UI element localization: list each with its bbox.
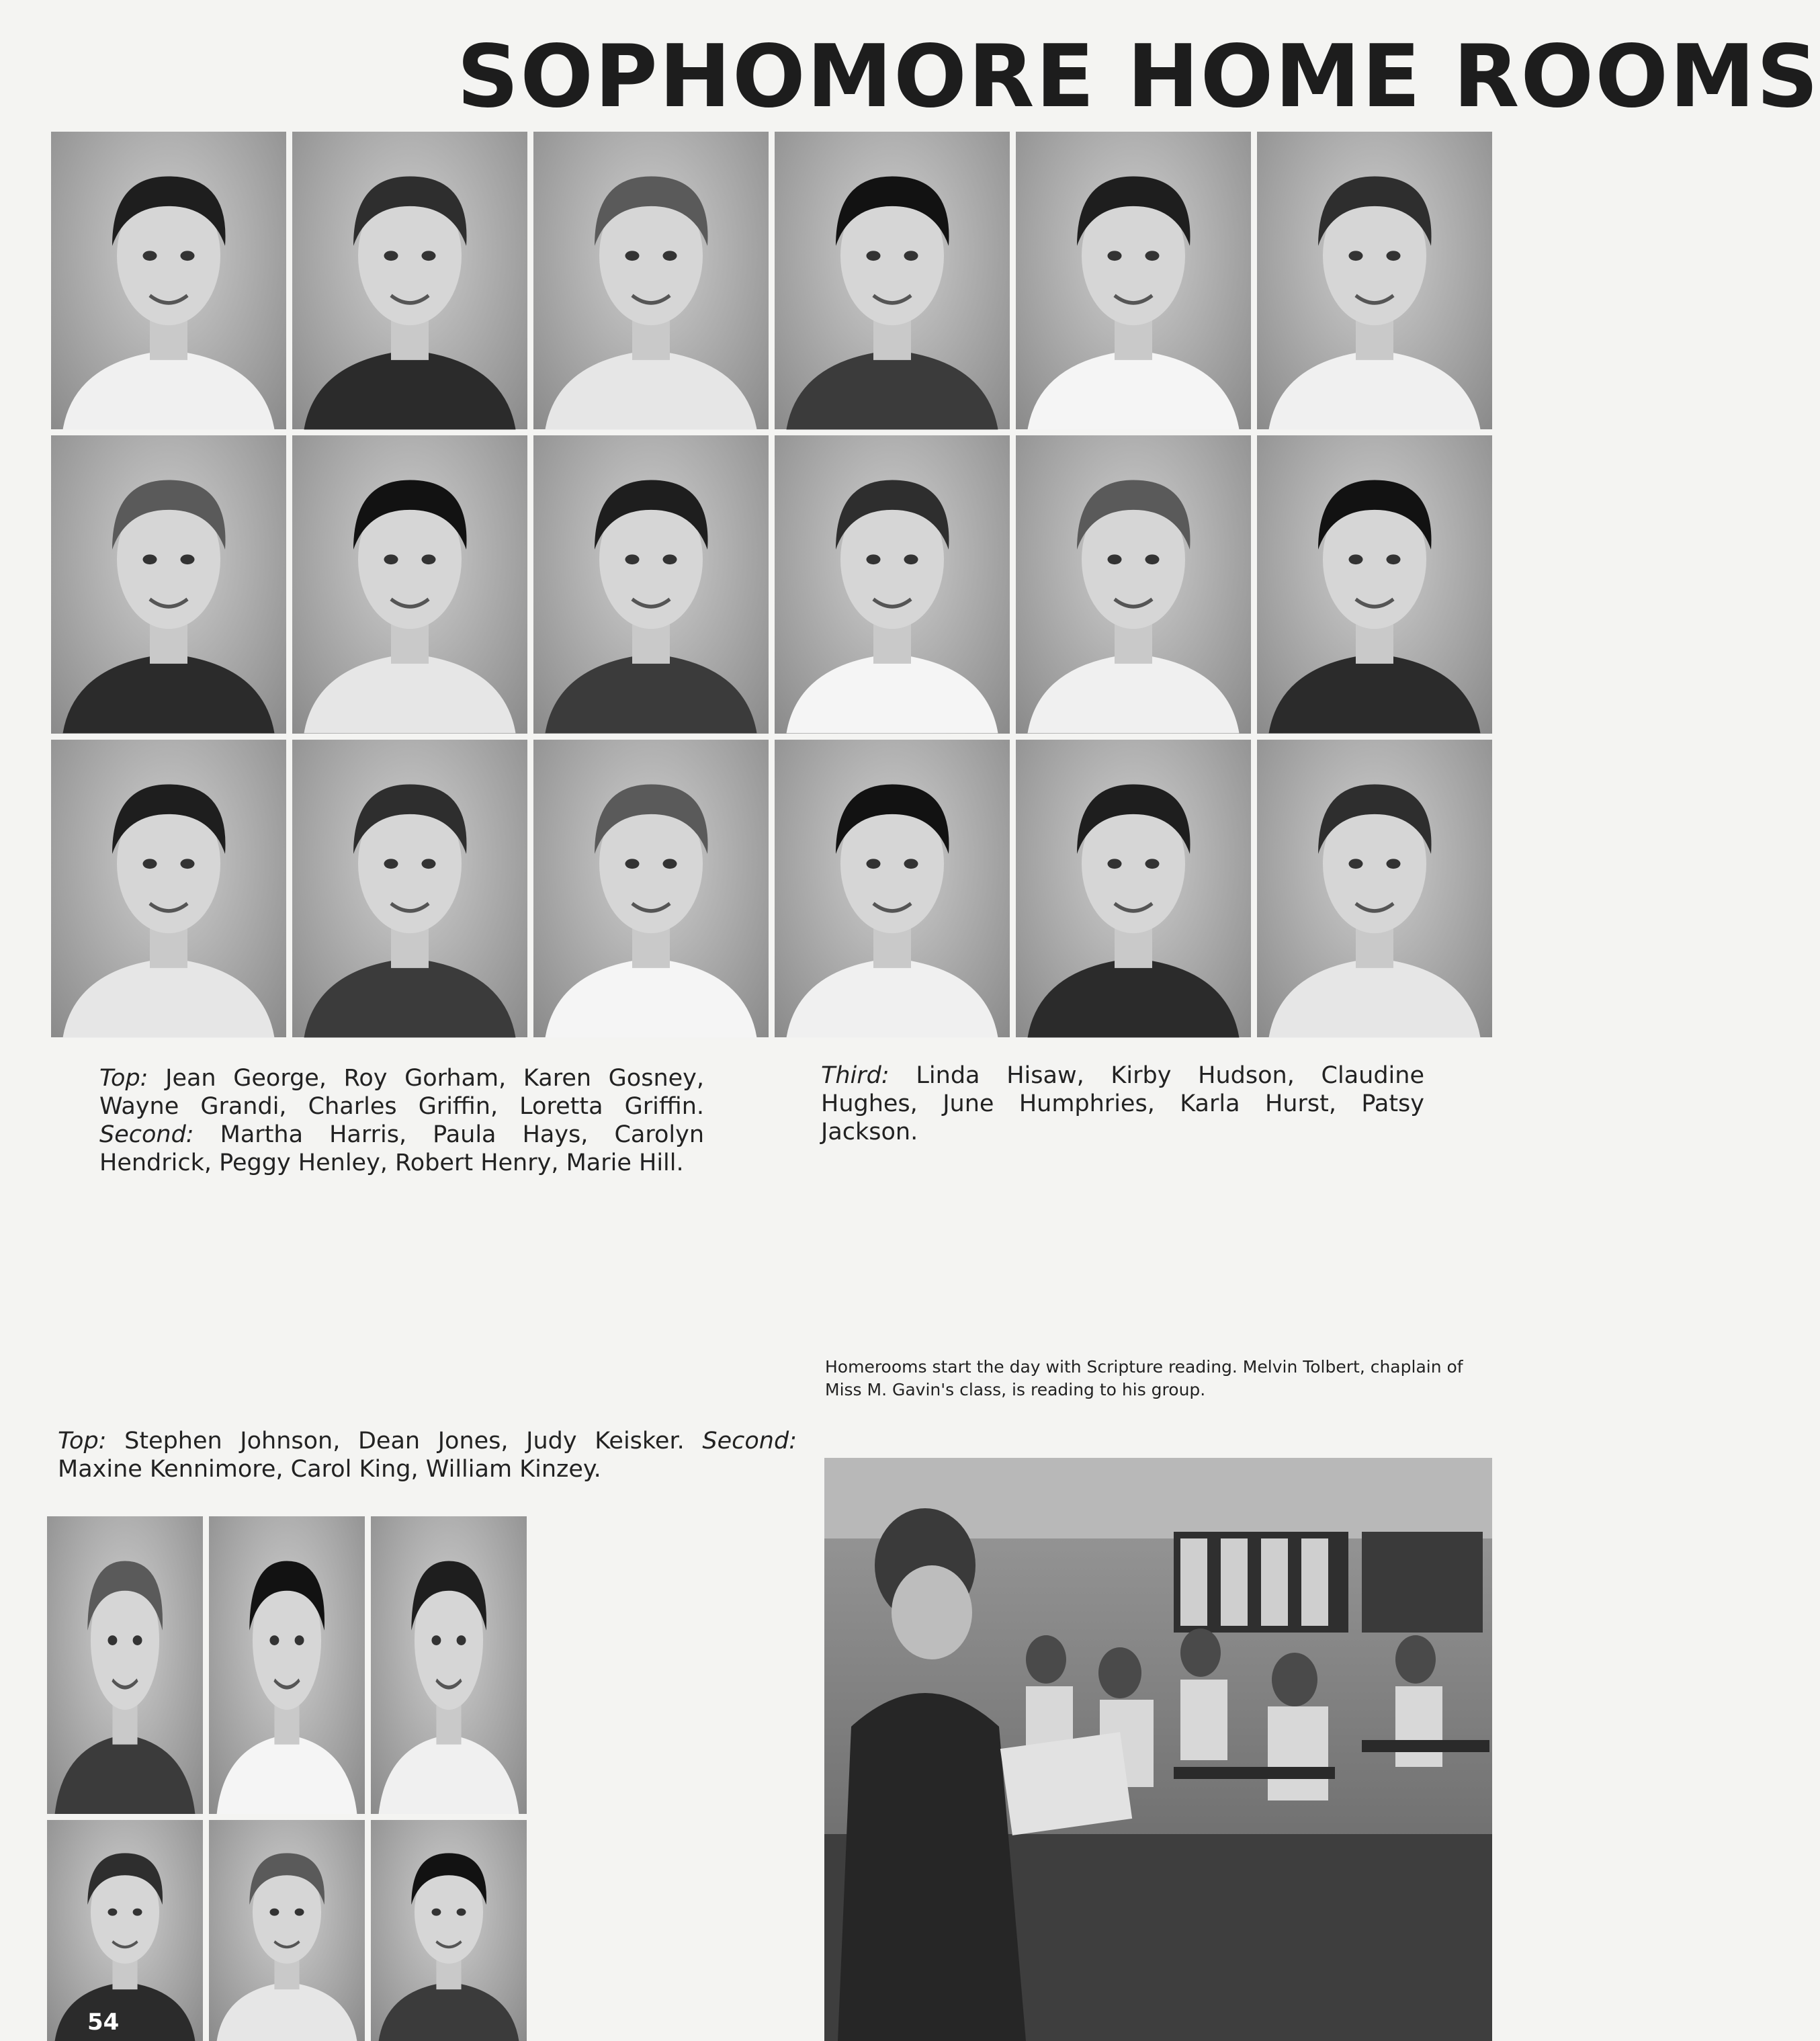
caption-third — [821, 1061, 1424, 1146]
caption-label-bottom-second: Second: — [702, 1428, 797, 1454]
caption-label-second: Second: — [99, 1121, 194, 1148]
portrait-photo — [292, 132, 527, 429]
caption-top-second — [99, 1064, 704, 1177]
portrait-photo — [775, 435, 1010, 733]
portrait-photo — [47, 1516, 203, 1814]
portrait-photo — [1016, 740, 1251, 1037]
portrait-photo — [1257, 435, 1492, 733]
photo-caption: Homerooms start the day with Scripture reading. Melvin Tolbert, chaplain of Miss M. Gavin's class, is reading to his group. — [825, 1357, 1463, 1399]
portrait-photo — [292, 435, 527, 733]
page-title: SOPHOMORE HOME ROOMS — [457, 27, 1820, 127]
portrait-photo — [292, 740, 527, 1037]
portrait-photo — [371, 1516, 527, 1814]
portrait-photo — [47, 1820, 203, 2041]
portrait-photo — [1016, 132, 1251, 429]
caption-names-second: Martha Harris, Paula Hays, Carolyn Hendrick, Peggy Henley, Robert Henry, Marie Hill. — [99, 1121, 704, 1176]
classroom-photo — [824, 1458, 1492, 2041]
portrait-photo — [533, 435, 769, 733]
classroom-photo-image — [824, 1458, 1492, 2041]
caption-names-third: Linda Hisaw, Kirby Hudson, Claudine Hughes, June Humphries, Karla Hurst, Patsy Jackson. — [821, 1062, 1424, 1145]
portrait-photo — [1257, 740, 1492, 1037]
portrait-photo — [51, 435, 286, 733]
caption-names-bottom-second: Maxine Kennimore, Carol King, William Kinzey. — [58, 1456, 601, 1483]
caption-label-bottom-top: Top: — [58, 1428, 107, 1454]
portrait-grid-bottom — [47, 1516, 527, 2041]
caption-bottom-group — [58, 1427, 797, 1483]
caption-label-top: Top: — [99, 1065, 148, 1092]
page-number: 54 — [87, 2009, 120, 2036]
caption-names-top: Jean George, Roy Gorham, Karen Gosney, Wayne Grandi, Charles Griffin, Loretta Griffin. — [99, 1065, 704, 1120]
portrait-grid-top — [51, 132, 1492, 1037]
portrait-photo — [1257, 132, 1492, 429]
portrait-photo — [371, 1820, 527, 2041]
portrait-photo — [775, 740, 1010, 1037]
portrait-photo — [51, 740, 286, 1037]
portrait-photo — [533, 132, 769, 429]
portrait-photo — [775, 132, 1010, 429]
caption-label-third: Third: — [821, 1062, 890, 1089]
portrait-photo — [1016, 435, 1251, 733]
caption-names-bottom-top: Stephen Johnson, Dean Jones, Judy Keisker. — [106, 1428, 703, 1454]
portrait-photo — [209, 1820, 365, 2041]
portrait-photo — [533, 740, 769, 1037]
portrait-photo — [51, 132, 286, 429]
portrait-photo — [209, 1516, 365, 1814]
